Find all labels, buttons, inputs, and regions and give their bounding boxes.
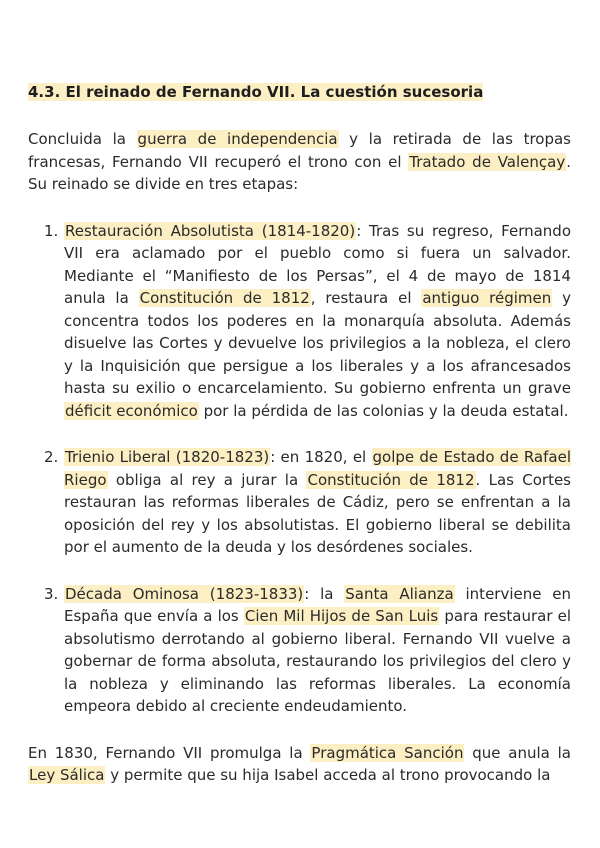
highlight-term: golpe de Estado de Rafael Riego — [64, 448, 571, 489]
stage-1-text: Restauración Absolutista (1814-1820): Tras su regreso, Fernando VII era aclamado por el pueblo como si fuera un salvador. Mediante el “Manifiesto de los Persas”, el 4 de mayo de 1814 anula la Constitución de 1812, restaura el antiguo régimen y concentra todos los poderes en la monarquía absoluta. Además disuelve las Cortes y devuelve los privilegios a la nobleza, el clero y la Inquisición que persigue a los liberales y a los afrancesados hasta su exilio o encarcelamiento. Su gobierno enfrenta un grave déficit económico por la pérdida de las colonias y la deuda estatal. — [64, 221, 572, 420]
list-number: 2. — [44, 448, 59, 466]
list-number: 1. — [44, 221, 59, 240]
intro-paragraph: Concluida la guerra de independencia y la retirada de las tropas francesas, Fernando VII recuperó el trono con el Tratado de Valençay. Su reinado se divide en tres etapas: — [28, 130, 571, 193]
section-heading-text: 4.3. El reinado de Fernando VII. La cuestión sucesoria — [28, 83, 484, 101]
highlight-term: Santa Alianza — [345, 584, 454, 603]
highlight-stage-title: Década Ominosa (1823-1833) — [65, 584, 304, 603]
highlight-stage-title: Restauración Absolutista (1814-1820) — [65, 221, 356, 240]
list-item-stage-1 — [28, 220, 571, 423]
stage-3-text: Década Ominosa (1823-1833): la Santa Alianza interviene en España que envía a los Cien Mil Hijos de San Luis para restaurar el absolutismo derrotando al gobierno liberal. Fernando VII vuelve a gobernar de forma absoluta, restaurando los privilegios del clero y la nobleza y eliminando las reformas liberales. La economía empeora debido al creciente endeudamiento. — [64, 584, 572, 715]
highlight-tratado: Tratado de Valençay — [409, 152, 566, 171]
list-item-stage-3 — [28, 583, 571, 718]
highlight-term: déficit económico — [65, 401, 198, 420]
section-heading — [28, 82, 571, 102]
list-number: 3. — [44, 584, 59, 603]
highlight-guerra: guerra de independencia — [137, 130, 338, 148]
highlight-term: antiguo régimen — [422, 289, 552, 307]
highlight-term: Cien Mil Hijos de San Luis — [244, 607, 439, 625]
highlight-term: Constitución de 1812 — [307, 470, 475, 489]
stage-2-text: Trienio Liberal (1820-1823): en 1820, el golpe de Estado de Rafael Riego obliga al rey a jurar la Constitución de 1812. Las Cortes restauran las reformas liberales de Cádiz, pero se enfrentan a la oposición del rey y los absolutistas. El gobierno liberal se debilita por el aumento de la deuda y los desórdenes sociales. — [64, 448, 571, 556]
highlight-term: Constitución de 1812 — [139, 289, 310, 307]
document-page — [28, 82, 571, 787]
highlight-stage-title: Trienio Liberal (1820-1823) — [65, 448, 270, 466]
closing-paragraph: En 1830, Fernando VII promulga la Pragmática Sanción que anula la Ley Sálica y permite que su hija Isabel acceda al trono provocando la — [28, 743, 571, 784]
stages-list — [28, 220, 571, 718]
highlight-ley-salica: Ley Sálica — [29, 766, 105, 784]
list-item-stage-2 — [28, 446, 571, 559]
highlight-pragmatica: Pragmática Sanción — [311, 743, 464, 762]
